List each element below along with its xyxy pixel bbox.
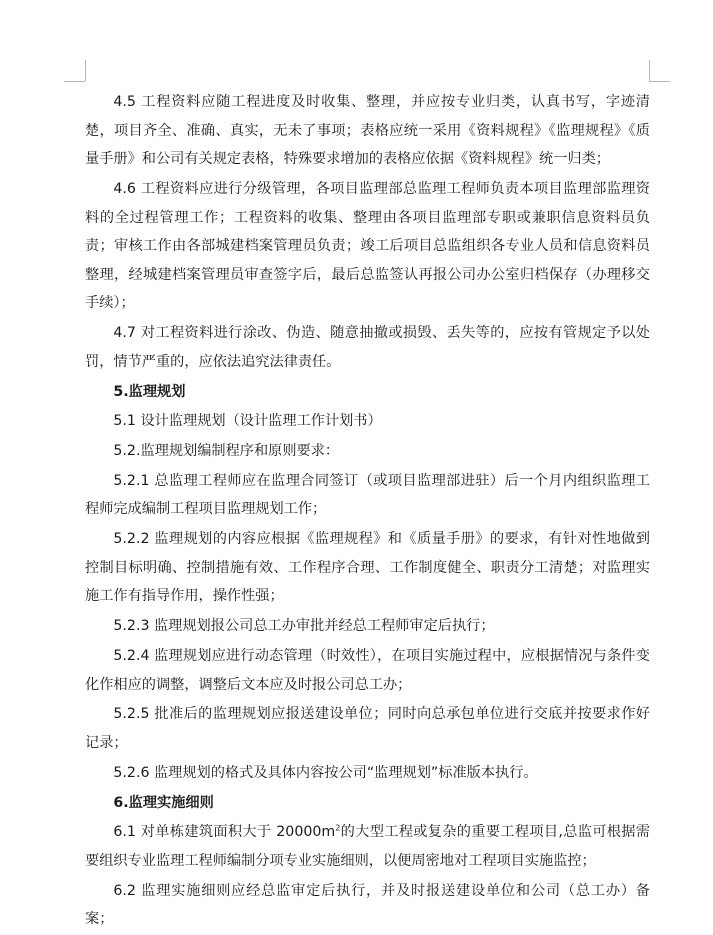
- paragraph-6-2: 6.2 监理实施细则应经总监审定后执行，并及时报送建设单位和公司（总工办）备案；: [85, 882, 650, 928]
- crop-mark-top-left-vertical: [85, 60, 86, 81]
- crop-mark-top-right-horizontal: [649, 81, 670, 82]
- paragraph-5-2-2: 5.2.2 监理规划的内容应根据《监理规程》和《质量手册》的要求，有针对性地做到控制目标明确、控制措施有效、工作程序合理、工作制度健全、职责分工清楚；对监理实施工作有指导作用，操作性强；: [85, 531, 650, 605]
- paragraph-5-2-1: 5.2.1 总监理工程师应在监理合同签订（或项目监理部进驻）后一个月内组织监理工程师完成编制工程项目监理规划工作；: [85, 472, 650, 518]
- paragraph-5-2-5: 5.2.5 批准后的监理规划应报送建设单位；同时向总承包单位进行交底并按要求作好记录；: [85, 706, 650, 751]
- paragraph-5-1: 5.1 设计监理规划（设计监理工作计划书）: [113, 413, 382, 430]
- paragraph-4-7: 4.7 对工程资料进行涂改、伪造、随意抽撤或损毁、丢失等的，应按有管规定予以处罚，情节严重的，应依法追究法律责任。: [85, 325, 650, 370]
- paragraph-5-2-6: 5.2.6 监理规划的格式及具体内容按公司“监理规划”标准版本执行。: [113, 764, 538, 781]
- paragraph-6-1: [85, 818, 650, 875]
- document-body: [85, 88, 650, 935]
- paragraph-5-2-3: 5.2.3 监理规划报公司总工办审批并经总工程师审定后执行；: [113, 618, 495, 635]
- section-heading-5: 5.监理规划: [113, 383, 186, 400]
- paragraph-6-1-after: 的大型工程或复杂的重要工程项目,总监可根据需要组织专业监理工程师编制分项专业实施细则，以便周密地对工程项目实施监控；: [85, 824, 650, 869]
- paragraph-4-6: 4.6 工程资料应进行分级管理，各项目监理部总监理工程师负责本项目监理部监理资料的全过程管理工作；工程资料的收集、整理由各项目监理部专职或兼职信息资料员负责；审核工作由各部城建档案管理员负责；竣工后项目总监组织各专业人员和信息资料员整理，经城建档案管理员审查签字后，最后总监签认再报公司办公室归档保存（办理移交手续）；: [85, 180, 650, 312]
- crop-mark-top-right-vertical: [649, 60, 650, 81]
- section-heading-6: 6.监理实施细则: [113, 794, 214, 811]
- paragraph-6-1-before: 6.1 对单栋建筑面积大于 20000m: [113, 824, 336, 841]
- paragraph-4-5: 4.5 工程资料应随工程进度及时收集、整理，并应按专业归类，认真书写，字迹清楚，项目齐全、准确、真实，无未了事项；表格应统一采用《资料规程》《监理规程》《质量手册》和公司有关规定表格，特殊要求增加的表格应依据《资料规程》统一归类；: [85, 94, 650, 168]
- area-unit-superscript: 2: [335, 823, 341, 833]
- paragraph-5-2-4: 5.2.4 监理规划应进行动态管理（时效性），在项目实施过程中，应根据情况与条件变化作相应的调整，调整后文本应及时报公司总工办；: [85, 647, 650, 693]
- paragraph-5-2: 5.2.监理规划编制程序和原则要求：: [113, 443, 340, 460]
- crop-mark-top-left-horizontal: [64, 81, 85, 82]
